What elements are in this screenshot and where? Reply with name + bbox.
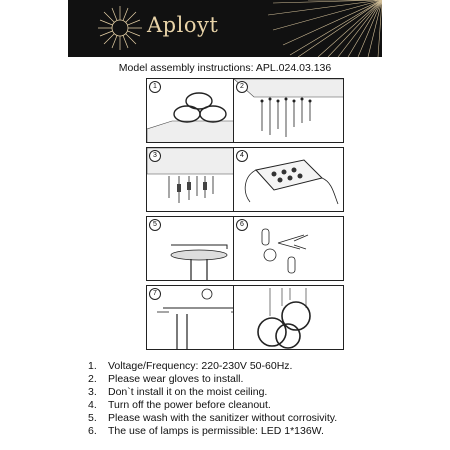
list-item <box>88 399 388 412</box>
step-number: 6 <box>236 219 248 231</box>
step-number: 1 <box>149 81 161 93</box>
step-number: 5 <box>149 219 161 231</box>
item-number: 6. <box>88 425 97 437</box>
item-number: 3. <box>88 386 97 398</box>
step-2-illustration <box>234 79 344 143</box>
step-4-panel <box>233 147 344 212</box>
document-title: Model assembly instructions: APL.024.03.136 <box>118 62 332 74</box>
item-number: 4. <box>88 399 97 411</box>
step-number: 7 <box>149 288 161 300</box>
instructions-list <box>88 360 388 438</box>
step-6-illustration <box>234 217 344 281</box>
item-number: 1. <box>88 360 97 372</box>
list-item <box>88 386 388 399</box>
item-text: Please wear gloves to install. <box>108 373 244 385</box>
step-number: 3 <box>149 150 161 162</box>
step-4-illustration <box>234 148 344 212</box>
item-number: 2. <box>88 373 97 385</box>
list-item <box>88 412 388 425</box>
item-text: Turn off the power before cleanout. <box>108 399 271 411</box>
step-number: 4 <box>236 150 248 162</box>
list-item <box>88 425 388 438</box>
step-number: 2 <box>236 81 248 93</box>
sunburst-decoration <box>68 0 382 57</box>
item-text: Don`t install it on the moist ceiling. <box>108 386 268 398</box>
item-text: Please wash with the sanitizer without corrosivity. <box>108 412 338 424</box>
step-6-panel <box>233 216 344 281</box>
item-number: 5. <box>88 412 97 424</box>
brand-logo-text: Aployt <box>147 13 219 37</box>
brand-banner <box>68 0 382 57</box>
list-item <box>88 360 388 373</box>
assembled-lamp-panel <box>233 285 344 350</box>
step-2-panel <box>233 78 344 143</box>
list-item <box>88 373 388 386</box>
item-text: Voltage/Frequency: 220-230V 50-60Hz. <box>108 360 293 372</box>
assembled-lamp-illustration <box>234 286 344 350</box>
item-text: The use of lamps is permissible: LED 1*136W. <box>108 425 324 437</box>
